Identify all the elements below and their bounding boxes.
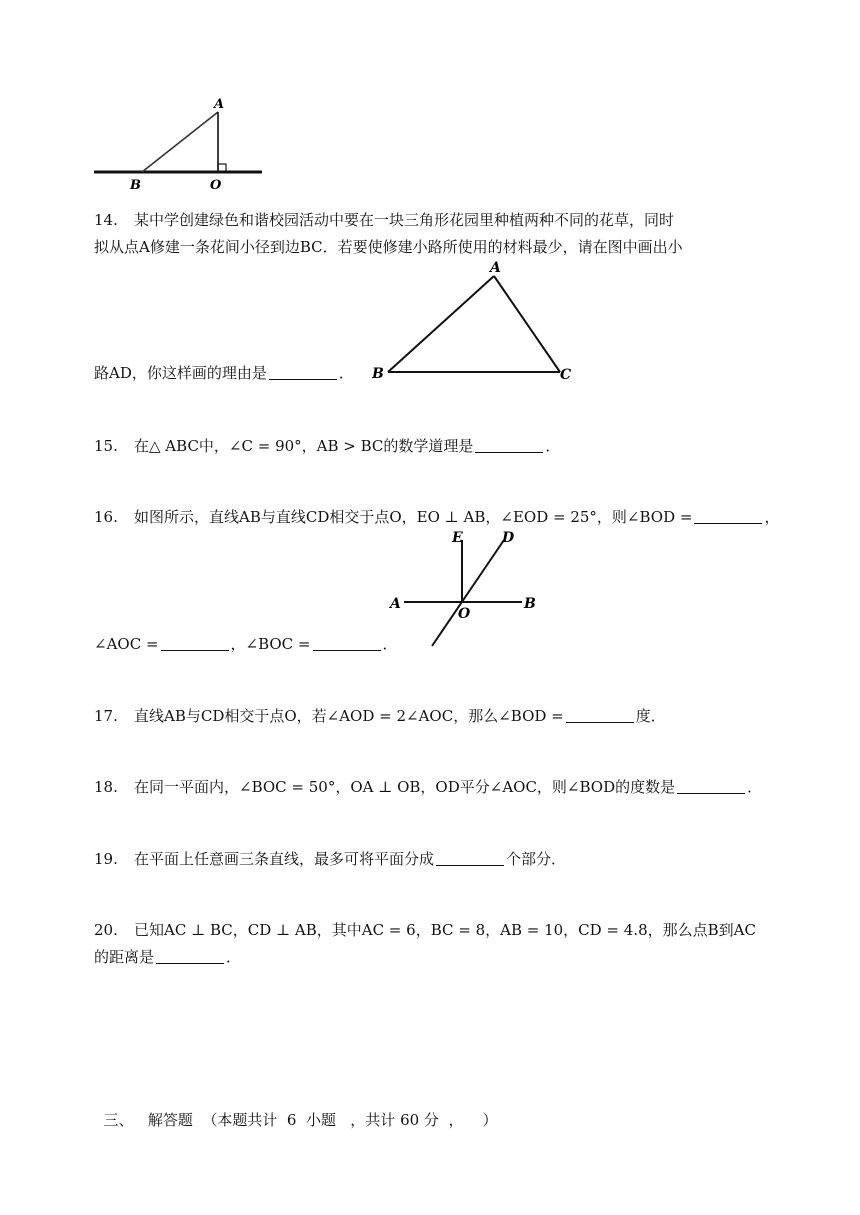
q14-text-3: 路AD，你这样画的理由是 [94,364,267,382]
section-title: 三、 解答题 （本题共计 6 小题 ，共计 60 分 ， ） [103,1111,498,1129]
section-heading [94,1087,498,1131]
q16-answer-blank-2[interactable] [161,636,229,651]
q16-answer-blank-3[interactable] [313,636,381,651]
figure-right-angle [90,92,270,192]
q18-number: 18. [94,778,118,796]
q14-line1 [94,209,674,231]
q16-text-2b: ，∠BOC = [230,635,311,653]
q20-answer-blank[interactable] [156,949,224,964]
q14-text-1: 某中学创建绿色和谐校园活动中要在一块三角形花园里种植两种不同的花草，同时 [134,211,675,229]
q14-text-2: 拟从点A修建一条花间小径到边BC．若要使修建小路所使用的材料最少，请在图中画出小 [94,238,683,256]
q18-text-end: ． [747,778,763,796]
q14-answer-blank[interactable] [269,365,337,380]
q19-text-end: 个部分． [506,850,567,868]
q18-line [94,776,762,798]
label-a: A [214,97,225,112]
label-b: B [524,596,536,612]
q14-line2 [94,236,683,258]
label-b: B [372,366,384,382]
figure-triangle-abc [368,258,582,384]
label-b: B [130,178,141,192]
q19-answer-blank[interactable] [436,851,504,866]
q16-number: 16. [94,508,118,526]
q18-answer-blank[interactable] [677,779,745,794]
q15-text: 在△ ABC中，∠C = 90°，AB > BC的数学道理是 [134,437,474,455]
q17-answer-blank[interactable] [566,708,634,723]
q15-line [94,435,560,457]
label-a: A [490,260,501,276]
label-d: D [502,530,515,546]
q18-text: 在同一平面内，∠BOC = 50°，OA ⊥ OB，OD平分∠AOC，则∠BOD的度数是 [134,778,676,796]
q19-line [94,848,566,870]
q20-text-2: 的距离是 [94,948,155,966]
q16-text-1: 如图所示，直线AB与直线CD相交于点O，EO ⊥ AB，∠EOD = 25°，则∠BOD = [134,508,693,526]
q17-line [94,705,666,727]
q15-text-end: ． [545,437,561,455]
q16-text-2a: ∠AOC = [94,635,159,653]
q14-number: 14. [94,211,118,229]
q20-text-2-end: ． [226,948,242,966]
q16-line1 [94,506,779,528]
q15-number: 15. [94,437,118,455]
q15-answer-blank[interactable] [475,438,543,453]
q16-line2 [94,633,398,655]
label-e: E [452,530,463,546]
q19-number: 19. [94,850,118,868]
q17-number: 17. [94,707,118,725]
q17-text: 直线AB与CD相交于点O，若∠AOD = 2∠AOC，那么∠BOD = [134,707,564,725]
q20-line2 [94,946,241,968]
q20-number: 20. [94,921,118,939]
label-o: O [210,178,222,192]
q20-line1 [94,919,756,941]
label-c: C [560,367,572,383]
q17-text-end: 度． [635,707,666,725]
figure-intersecting-lines [386,528,546,652]
q16-text-2c: ． [382,635,398,653]
q14-text-3-end: ． [338,364,354,382]
q16-answer-blank-1[interactable] [694,509,762,524]
label-o: O [458,606,471,622]
q16-text-1-end: ， [764,508,780,526]
q19-text: 在平面上任意画三条直线，最多可将平面分成 [134,850,435,868]
q14-line3 [94,362,354,384]
label-a: A [390,596,401,612]
q20-text-1: 已知AC ⊥ BC，CD ⊥ AB，其中AC = 6，BC = 8，AB = 10，CD = 4.8，那么点B到AC [134,921,756,939]
